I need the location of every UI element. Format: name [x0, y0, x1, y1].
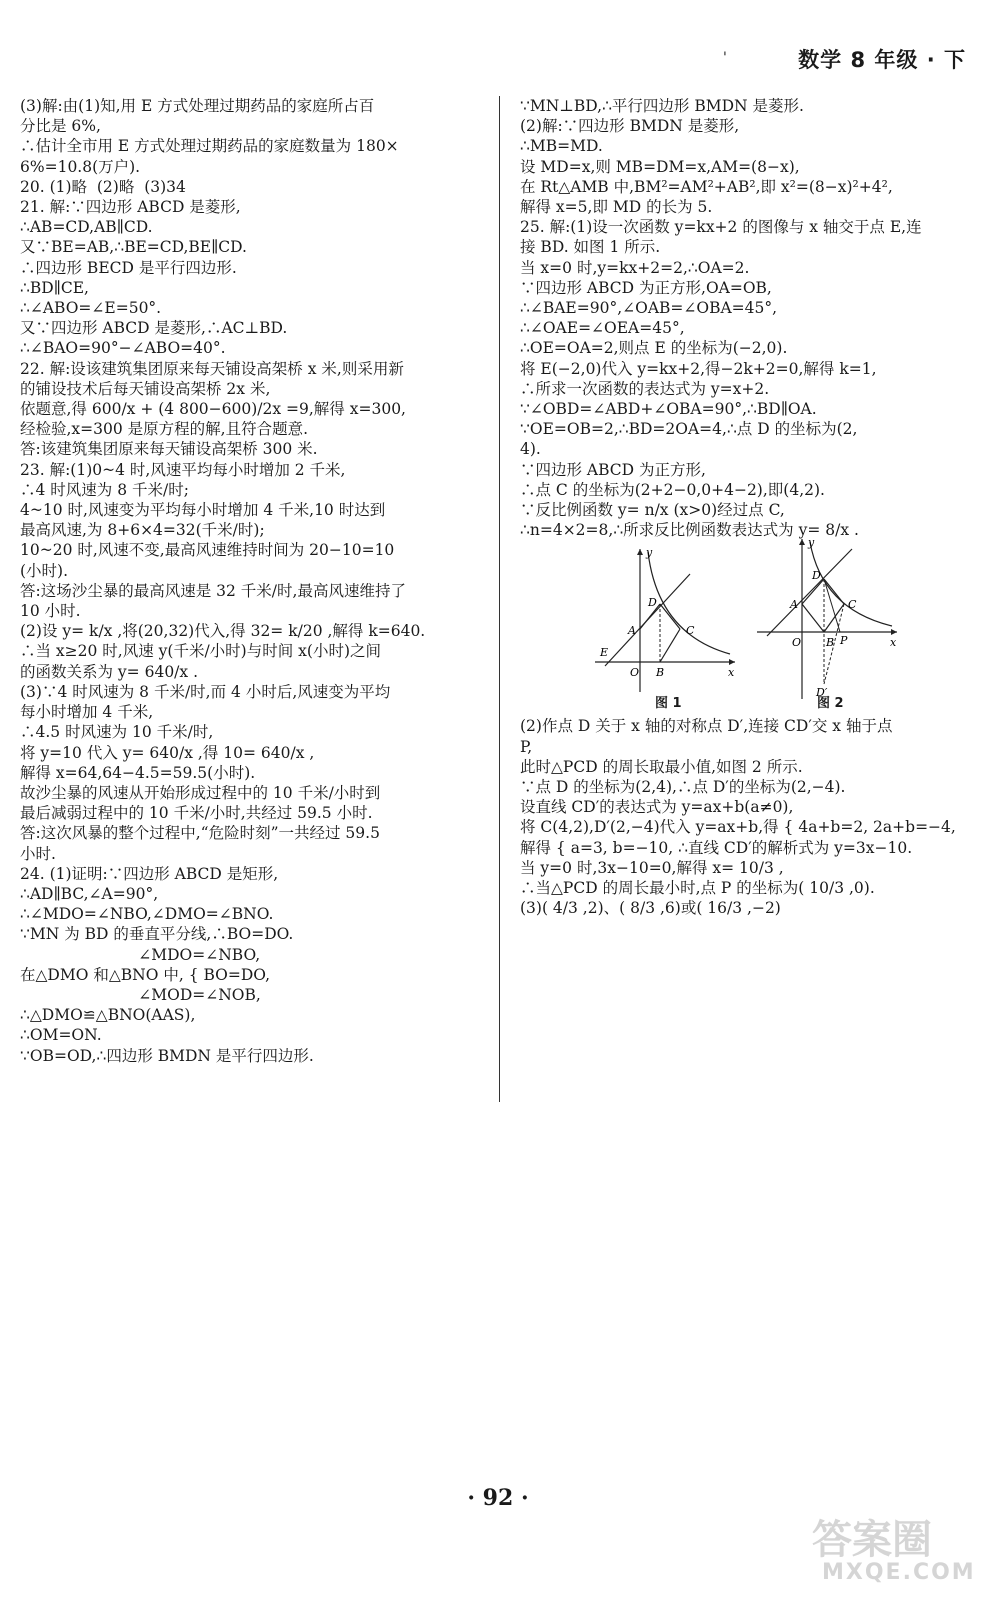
right-column-top-line: ∵反比例函数 y= n/x (x>0)经过点 C,	[520, 501, 785, 520]
right-column-top-line: ∴MB=MD.	[520, 137, 603, 156]
left-column-line: ∴△DMO≌△BNO(AAS),	[20, 1006, 196, 1025]
right-column-bottom-line: ∴当△PCD 的周长最小时,点 P 的坐标为( 10/3 ,0).	[520, 879, 875, 898]
left-column-line: 的铺设技术后每天铺设高架桥 2x 米,	[20, 379, 271, 398]
fig2-label-p: P	[840, 634, 848, 648]
left-column-line: ∴∠BAO=90°−∠ABO=40°.	[20, 339, 226, 358]
figure-2-caption: 图 2	[817, 696, 844, 712]
left-column-line: 将 y=10 代入 y= 640/x ,得 10= 640/x ,	[20, 743, 315, 762]
figure-1-caption: 图 1	[655, 696, 682, 712]
left-column-line: ∴∠MDO=∠NBO,∠DMO=∠BNO.	[20, 905, 274, 924]
site-watermark	[808, 1508, 978, 1592]
left-column-line: 每小时增加 4 千米,	[20, 703, 154, 722]
left-column-line: ∠MOD=∠NOB,	[20, 985, 261, 1004]
left-column-line: (3)∵4 时风速为 8 千米/时,而 4 小时后,风速变为平均	[20, 682, 391, 701]
right-column-top-line: ∵∠OBD=∠ABD+∠OBA=90°,∴BD∥OA.	[520, 400, 817, 419]
left-column-line: 10 小时.	[20, 602, 81, 621]
fig1-label-o: O	[630, 666, 640, 680]
right-column-top-line: 设 MD=x,则 MB=DM=x,AM=(8−x),	[520, 157, 800, 176]
left-column-line: ∴OM=ON.	[20, 1026, 102, 1045]
left-column-line: ∵OB=OD,∴四边形 BMDN 是平行四边形.	[20, 1046, 314, 1065]
left-column-line: 答:该建筑集团原来每天铺设高架桥 300 米.	[20, 440, 318, 459]
fig1-label-x: x	[728, 666, 735, 680]
right-column-top-line: 25. 解:(1)设一次函数 y=kx+2 的图像与 x 轴交于点 E,连	[520, 218, 922, 237]
right-column-bottom-line: (2)作点 D 关于 x 轴的对称点 D′,连接 CD′交 x 轴于点	[520, 717, 893, 736]
page-header-title: 数学 8 年级 · 下	[798, 48, 966, 72]
right-column-top-line: ∵MN⊥BD,∴平行四边形 BMDN 是菱形.	[520, 97, 804, 115]
right-column-top-line: ∵四边形 ABCD 为正方形,OA=OB,	[520, 278, 772, 297]
left-column-line: 分比是 6%,	[20, 117, 101, 136]
column-divider	[499, 96, 500, 1102]
right-column-top-line: 在 Rt△AMB 中,BM²=AM²+AB²,即 x²=(8−x)²+4²,	[520, 177, 893, 196]
left-column-line: 23. 解:(1)0~4 时,风速平均每小时增加 2 千米,	[20, 460, 346, 479]
left-column-line: ∴四边形 BECD 是平行四边形.	[20, 258, 237, 277]
left-column-line: 小时.	[20, 844, 56, 863]
left-column-line: ∴∠ABO=∠E=50°.	[20, 299, 162, 318]
fig1-label-d: D	[648, 596, 657, 610]
fig2-label-d: D	[812, 569, 821, 583]
fig2-label-x: x	[890, 636, 897, 650]
right-column-bottom-line: 此时△PCD 的周长取最小值,如图 2 所示.	[520, 757, 803, 776]
right-column-top-line: ∴点 C 的坐标为(2+2−0,0+4−2),即(4,2).	[520, 480, 825, 499]
left-column-line: 22. 解:设该建筑集团原来每天铺设高架桥 x 米,则采用新	[20, 359, 404, 378]
header-mark: '	[723, 50, 727, 66]
fig2-label-y: y	[808, 536, 815, 550]
left-column-line: 故沙尘暴的风速从开始形成过程中的 10 千米/小时到	[20, 783, 381, 802]
left-column-line: ∵MN 为 BD 的垂直平分线,∴BO=DO.	[20, 925, 294, 944]
left-column	[20, 96, 498, 1066]
figure-1	[590, 544, 740, 694]
left-column-line: ∴4 时风速为 8 千米/时;	[20, 480, 189, 499]
page-number: · 92 ·	[467, 1485, 529, 1511]
right-column-top-line: 4).	[520, 440, 541, 459]
fig1-label-y: y	[646, 546, 653, 560]
right-column-top-line: 解得 x=5,即 MD 的长为 5.	[520, 198, 713, 217]
fig2-label-b: B	[826, 636, 835, 650]
right-column	[520, 96, 982, 919]
right-column-bottom-line: (3)( 4/3 ,2)、( 8/3 ,6)或( 16/3 ,−2)	[520, 899, 781, 918]
fig1-label-c: C	[686, 624, 695, 638]
fig1-label-a: A	[628, 624, 636, 638]
right-column-bottom	[520, 716, 982, 918]
left-column-line: 又∵BE=AB,∴BE=CD,BE∥CD.	[20, 238, 247, 257]
left-column-line: 10~20 时,风速不变,最高风速维持时间为 20−10=10	[20, 541, 395, 560]
fig1-label-e: E	[600, 646, 609, 660]
figure-2	[752, 534, 902, 704]
figure-row	[520, 536, 982, 714]
right-column-top-line: ∴n=4×2=8,∴所求反比例函数表达式为 y= 8/x .	[520, 521, 859, 540]
right-column-top-line: 将 E(−2,0)代入 y=kx+2,得−2k+2=0,解得 k=1,	[520, 359, 877, 378]
right-column-top-line: 接 BD. 如图 1 所示.	[520, 238, 661, 257]
watermark-url: MXQE.COM	[822, 1560, 976, 1585]
right-column-top-line: 当 x=0 时,y=kx+2=2,∴OA=2.	[520, 258, 750, 277]
left-column-line: ∠MDO=∠NBO,	[20, 945, 261, 964]
left-column-line: 在△DMO 和△BNO 中, { BO=DO,	[20, 965, 271, 984]
right-column-bottom-line: ∵点 D 的坐标为(2,4),∴点 D′的坐标为(2,−4).	[520, 778, 846, 797]
right-column-bottom-line: 当 y=0 时,3x−10=0,解得 x= 10/3 ,	[520, 858, 784, 877]
left-column-line: 20. (1)略 (2)略 (3)34	[20, 177, 186, 196]
right-column-top-line: ∴OE=OA=2,则点 E 的坐标为(−2,0).	[520, 339, 788, 358]
right-column-bottom-line: P,	[520, 737, 533, 756]
right-column-bottom-line: 将 C(4,2),D′(2,−4)代入 y=ax+b,得 { 4a+b=2, 2a+b=−4,	[520, 818, 956, 837]
fig1-label-b: B	[656, 666, 665, 680]
left-column-line: ∴AB=CD,AB∥CD.	[20, 218, 153, 237]
left-column-line: ∴估计全市用 E 方式处理过期药品的家庭数量为 180×	[20, 137, 399, 156]
right-column-top-line: ∴∠OAE=∠OEA=45°,	[520, 319, 685, 338]
left-column-line: ∴AD∥BC,∠A=90°,	[20, 884, 159, 903]
left-column-line: (小时).	[20, 561, 69, 580]
left-column-line: 答:这次风暴的整个过程中,“危险时刻”一共经过 59.5	[20, 824, 380, 843]
right-column-top-line: ∴∠BAE=90°,∠OAB=∠OBA=45°,	[520, 299, 778, 318]
left-column-line: (3)解:由(1)知,用 E 方式处理过期药品的家庭所占百	[20, 97, 375, 115]
fig2-label-a: A	[790, 598, 798, 612]
right-column-top-line: ∴所求一次函数的表达式为 y=x+2.	[520, 379, 770, 398]
right-column-bottom-line: 设直线 CD′的表达式为 y=ax+b(a≠0),	[520, 798, 794, 817]
right-column-top-line: (2)解:∵四边形 BMDN 是菱形,	[520, 117, 740, 136]
left-column-line: 又∵四边形 ABCD 是菱形,∴AC⊥BD.	[20, 319, 288, 338]
right-column-bottom-line: 解得 { a=3, b=−10, ∴直线 CD′的解析式为 y=3x−10.	[520, 838, 913, 857]
left-column-line: 24. (1)证明:∵四边形 ABCD 是矩形,	[20, 864, 279, 883]
left-column-line: 答:这场沙尘暴的最高风速是 32 千米/时,最高风速维持了	[20, 581, 406, 600]
left-column-line: ∴当 x≥20 时,风速 y(千米/小时)与时间 x(小时)之间	[20, 642, 381, 661]
right-column-top-line: ∵OE=OB=2,∴BD=2OA=4,∴点 D 的坐标为(2,	[520, 420, 858, 439]
left-column-line: ∴4.5 时风速为 10 千米/时,	[20, 723, 214, 742]
left-column-line: 21. 解:∵四边形 ABCD 是菱形,	[20, 198, 241, 217]
left-column-line: 4~10 时,风速变为平均每小时增加 4 千米,10 时达到	[20, 501, 386, 520]
left-column-line: ∴BD∥CE,	[20, 278, 89, 297]
left-column-line: 的函数关系为 y= 640/x .	[20, 662, 199, 681]
left-column-line: 经检验,x=300 是原方程的解,且符合题意.	[20, 420, 309, 439]
left-column-line: (2)设 y= k/x ,将(20,32)代入,得 32= k/20 ,解得 k=640.	[20, 622, 426, 641]
left-column-line: 最高风速,为 8+6×4=32(千米/时);	[20, 521, 265, 540]
left-column-line: 最后减弱过程中的 10 千米/小时,共经过 59.5 小时.	[20, 804, 373, 823]
right-column-top-line: ∵四边形 ABCD 为正方形,	[520, 460, 706, 479]
watermark-logo-text: 答案圈	[812, 1517, 932, 1563]
fig2-label-d-prime: D′	[816, 686, 828, 700]
left-column-line: 解得 x=64,64−4.5=59.5(小时).	[20, 763, 256, 782]
left-column-line: 6%=10.8(万户).	[20, 157, 141, 176]
fig2-label-c: C	[848, 598, 857, 612]
right-column-top	[520, 96, 982, 540]
left-column-line: 依题意,得 600/x + (4 800−600)/2x =9,解得 x=300,	[20, 400, 406, 419]
fig2-label-o: O	[792, 636, 802, 650]
